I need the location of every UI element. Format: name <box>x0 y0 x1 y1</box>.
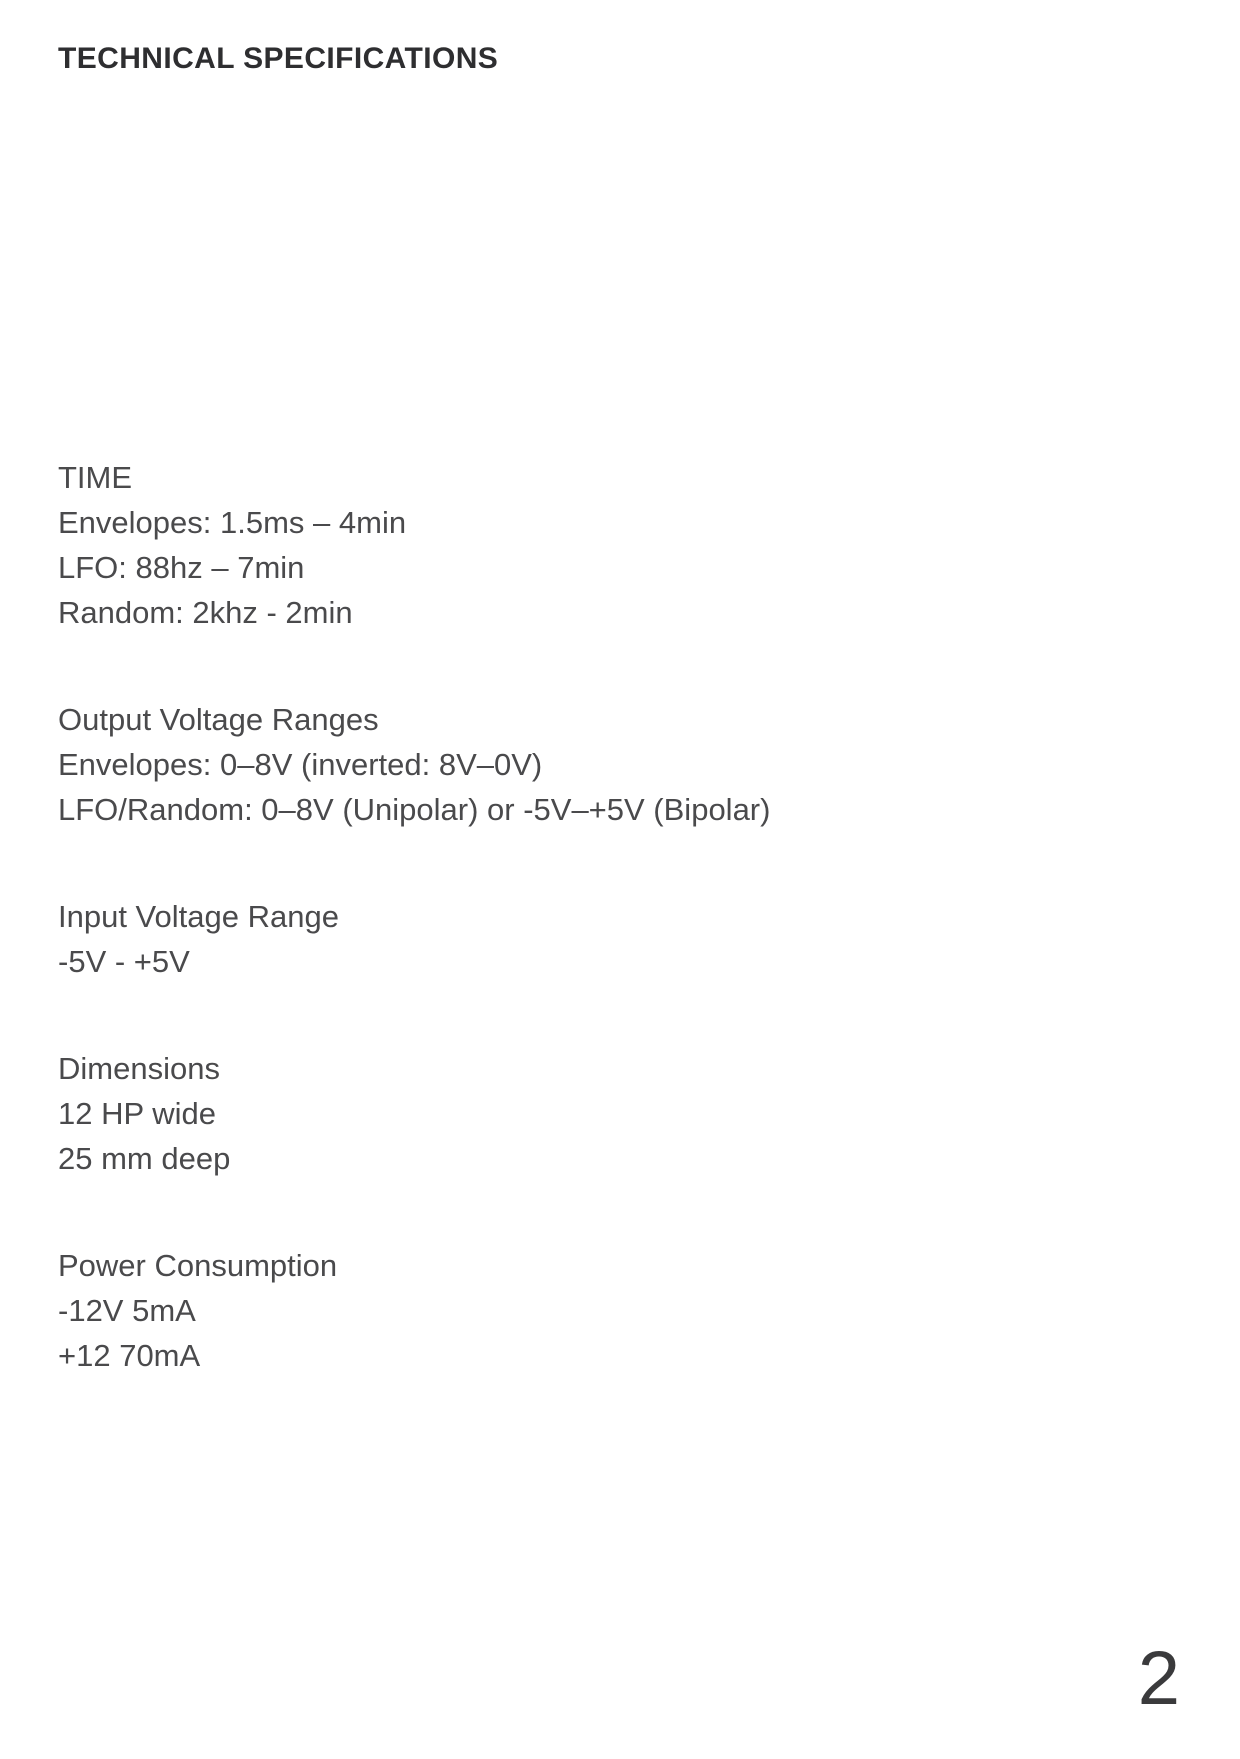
spec-line: 12 HP wide <box>58 1096 216 1131</box>
spec-line: Envelopes: 1.5ms – 4min <box>58 505 407 540</box>
spec-section-heading: Input Voltage Range <box>58 899 339 934</box>
spec-section-power-consumption <box>58 1243 1058 1378</box>
spec-section-time <box>58 455 1058 635</box>
spec-line: -5V - +5V <box>58 944 190 979</box>
spec-section-input-voltage-range <box>58 894 1058 984</box>
spec-section-heading: TIME <box>58 460 133 495</box>
spec-line: LFO/Random: 0–8V (Unipolar) or -5V–+5V (Bipolar) <box>58 792 771 827</box>
page-number: 2 <box>1137 1636 1180 1721</box>
spec-line: +12 70mA <box>58 1338 201 1373</box>
spec-line: -12V 5mA <box>58 1293 196 1328</box>
spec-section-heading: Dimensions <box>58 1051 220 1086</box>
spec-section-output-voltage-ranges <box>58 697 1058 832</box>
spec-line: LFO: 88hz – 7min <box>58 550 305 585</box>
spec-section-heading: Power Consumption <box>58 1248 338 1283</box>
page-title: TECHNICAL SPECIFICATIONS <box>58 42 499 75</box>
spec-section-dimensions <box>58 1046 1058 1181</box>
spec-line: Envelopes: 0–8V (inverted: 8V–0V) <box>58 747 543 782</box>
spec-section-heading: Output Voltage Ranges <box>58 702 379 737</box>
spec-line: 25 mm deep <box>58 1141 231 1176</box>
specifications-list <box>58 455 1058 1378</box>
spec-line: Random: 2khz - 2min <box>58 595 353 630</box>
